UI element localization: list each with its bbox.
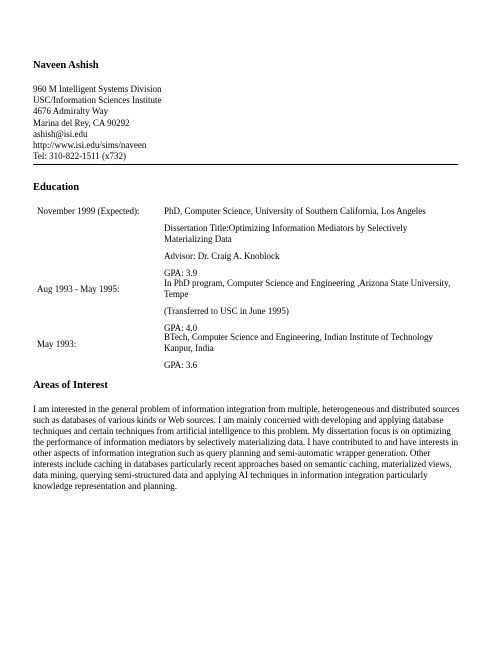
education-date: Aug 1993 - May 1995:	[37, 284, 120, 294]
gpa-line: GPA: 4.0	[164, 323, 198, 333]
gpa-line: GPA: 3.9	[164, 268, 198, 278]
email-line: ashish@isi.edu	[33, 128, 88, 139]
interests-paragraph: I am interested in the general problem of information integration from multiple, heterogeneous and distributed sources such as databases of various kinds or Web sources. I am mainly concerned with developing and applying database techniques and certain techniques from artificial intelligence to this problem. My dissertation focus is on optimizing the performance of information mediators by selectively materializing data. I have contributed to and have interests in other aspects of information integration such as query planning and semi-automatic wrapper generation. Other interests include caching in databases particularly recent approaches based on semantic caching, materialized views, data mining, querying semi-structured data and applying AI techniques in information integration particularly knowledge representation and planning.	[33, 404, 460, 491]
education-date: May 1993:	[37, 339, 77, 349]
degree-line: PhD, Computer Science, University of Southern California, Los Angeles	[164, 206, 426, 216]
education-date: November 1999 (Expected):	[37, 206, 140, 216]
homepage-link[interactable]: http://www.isi.edu/sims/naveen	[33, 140, 147, 151]
gpa-line: GPA: 3.6	[164, 360, 198, 370]
dissertation-line: Dissertation Title:Optimizing Information Mediators by Selectively Materializing Data	[164, 223, 408, 244]
degree-line: BTech, Computer Science and Engineering, Indian Institute of Technology Kanpur, India	[164, 332, 434, 353]
section-divider	[33, 164, 458, 165]
phone-line: Tel: 310-822-1511 (x732)	[33, 151, 127, 162]
interests-heading: Areas of Interest	[33, 380, 108, 391]
contact-block	[33, 84, 162, 162]
institute-line: USC/Information Sciences Institute	[33, 95, 162, 106]
city-line: Marina del Rey, CA 90292	[33, 117, 130, 128]
program-line: In PhD program, Computer Science and Engineering ,Arizona State University, Tempe	[164, 278, 451, 299]
office-line: 960 M Intelligent Systems Division	[33, 84, 162, 94]
transfer-note: (Transferred to USC in June 1995)	[164, 306, 289, 316]
street-line: 4676 Admiralty Way	[33, 106, 109, 117]
author-name: Naveen Ashish	[33, 60, 99, 71]
advisor-line: Advisor: Dr. Craig A. Knoblock	[164, 251, 280, 261]
education-heading: Education	[33, 182, 80, 193]
